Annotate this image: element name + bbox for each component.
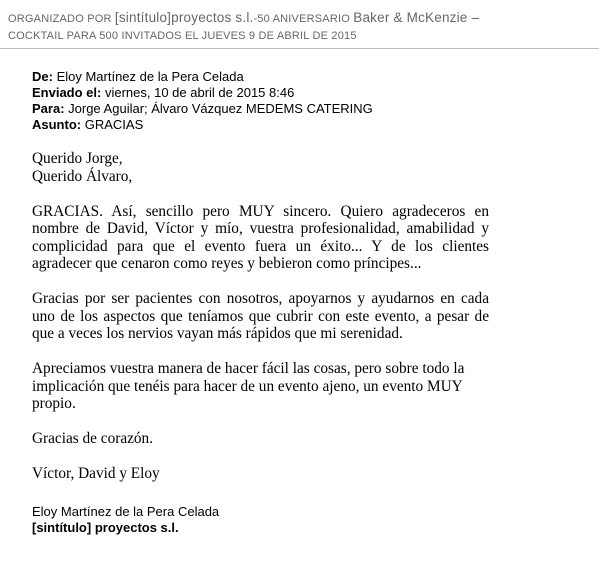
header-divider [0, 48, 599, 49]
email-metadata [32, 69, 572, 133]
from-label: De: [32, 69, 53, 84]
organizer-prefix: ORGANIZADO POR [8, 13, 115, 25]
greeting-alvaro: Querido Álvaro, [32, 167, 133, 185]
spacer [32, 413, 489, 431]
paragraph-thanks: GRACIAS. Así, sencillo pero MUY sincero. Quiero agradeceros en nombre de David, Víctor y mío, vuestra profesionalidad, amabilidad y complicidad para que el evento fuera un éxito... Y de los clientes agradecer que cenaron como reyes y bebieron como príncipes... [32, 202, 489, 272]
from-value: Eloy Martínez de la Pera Celada [52, 69, 244, 84]
subject-row [32, 117, 572, 133]
paragraph-appreciation: Apreciamos vuestra manera de hacer fácil las cosas, pero sobre todo la implicación que tenéis para hacer de un evento ajeno, un evento MUY propio. [32, 360, 465, 412]
spacer [32, 273, 489, 291]
subject-label: Asunto: [32, 117, 82, 132]
letter-body [32, 150, 489, 483]
spacer [32, 185, 489, 203]
paragraph-patience: Gracias por ser pacientes con nosotros, apoyarnos y ayudarnos en cada uno de los aspectos que teníamos que cubrir con este evento, a pesar de que a veces los nervios vayan más rápidos que mi serenidad. [32, 290, 489, 342]
anniversary-text: -50 ANIVERSARIO [253, 13, 354, 25]
header-line-organizer [8, 10, 596, 27]
subject-value: GRACIAS [81, 117, 144, 132]
sender-names: Víctor, David y Eloy [32, 465, 160, 482]
header-line-event: COCKTAIL PARA 500 INVITADOS EL JUEVES 9 DE ABRIL DE 2015 [8, 30, 357, 42]
signature-company: [sintítulo] proyectos s.l. [32, 520, 179, 535]
to-label: Para: [32, 101, 65, 116]
spacer [32, 343, 489, 361]
email-signature [32, 504, 572, 536]
client-name: Baker & McKenzie – [353, 10, 480, 25]
closing-line: Gracias de corazón. [32, 430, 154, 447]
from-row [32, 69, 572, 85]
greeting-jorge: Querido Jorge, [32, 150, 123, 167]
to-value: Jorge Aguilar; Álvaro Vázquez MEDEMS CATERING [64, 101, 373, 116]
organizer-name: [sintítulo]proyectos s.l. [114, 10, 254, 25]
sent-value: viernes, 10 de abril de 2015 8:46 [101, 85, 295, 100]
event-header [8, 10, 596, 44]
signature-name: Eloy Martínez de la Pera Celada [32, 504, 220, 519]
spacer [32, 448, 489, 466]
sent-label: Enviado el: [32, 85, 102, 100]
sent-row [32, 85, 572, 101]
to-row [32, 101, 572, 117]
